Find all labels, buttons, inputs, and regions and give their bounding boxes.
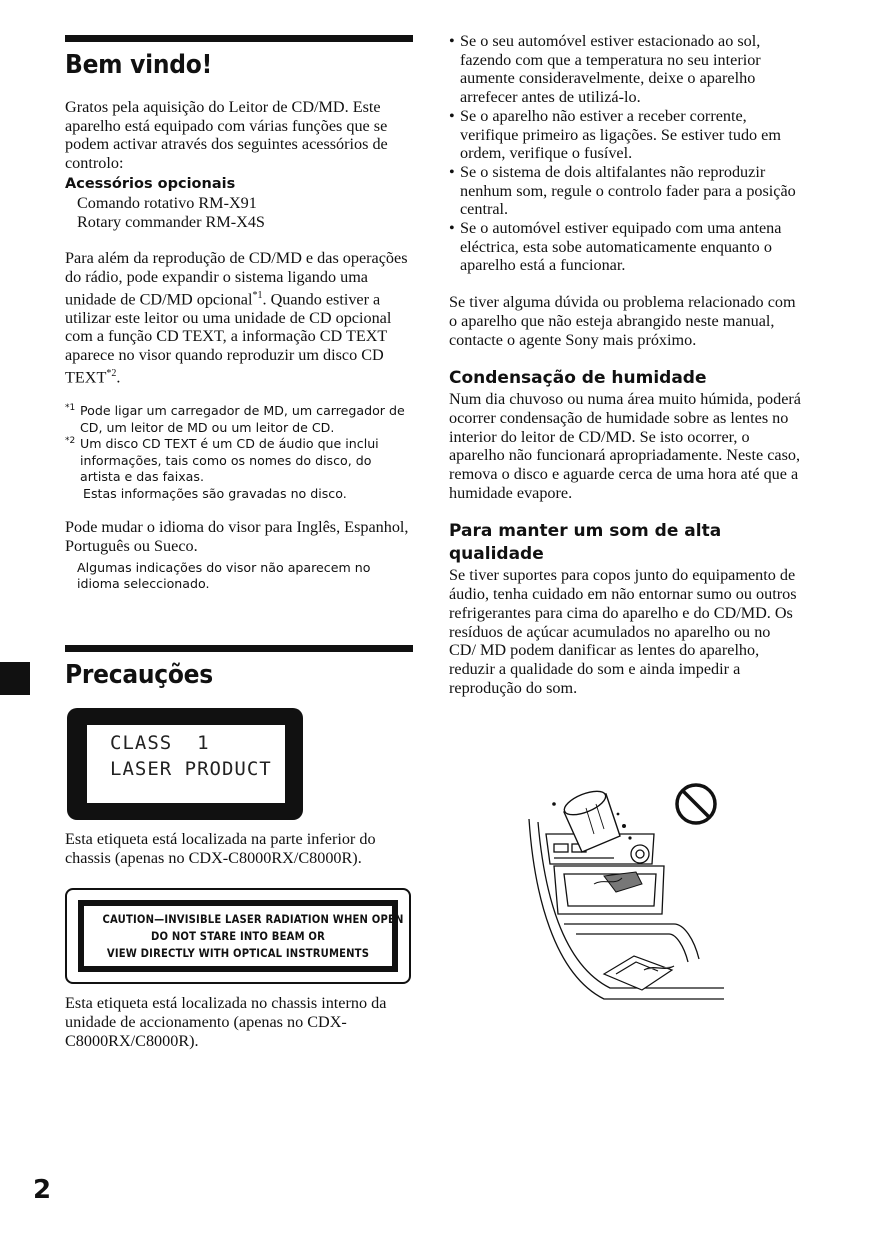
precautions-title: Precauções — [65, 660, 213, 691]
sound-quality-paragraph: Se tiver suportes para copos junto do equipamento de áudio, tenha cuidado em não entornar sumo ou outros refrigerantes para cima do aparelho e do CD/MD. Os resíduos de açúcar acumulados no aparelho ou no CD/ MD podem danificar as lentes do aparelho, reduzir a qualidade do som e ainda impedir a reprodução do som. — [449, 566, 797, 697]
accessories-list — [77, 194, 413, 231]
sound-quality-heading: Para manter um som de alta qualidade — [449, 521, 722, 565]
precautions-bullet-list — [449, 32, 801, 275]
caution-line: VIEW DIRECTLY WITH OPTICAL INSTRUMENTS — [106, 945, 370, 960]
bullet-item: • Se o seu automóvel estiver estacionado ao sol, fazendo com que a temperatura no seu interior aumente consideravelmente, deixe o aparelho arrefecer antes de utilizá-lo. — [449, 32, 801, 107]
condensation-heading: Condensação de humidade — [449, 368, 707, 389]
right-column — [449, 32, 801, 697]
bullet-item: • Se o aparelho não estiver a receber corrente, verifique primeiro as ligações. Se estiver tudo em ordem, verifique o fusível. — [449, 107, 801, 163]
footnote-2-text: Um disco CD TEXT é um CD de áudio que inclui informações, tais como os nomes do disco, do artista e das faixas. — [80, 436, 379, 485]
expand-text: Para além da reprodução de CD/MD e das operações do rádio, pode expandir o sistema ligando uma unidade de CD/MD opcional — [65, 249, 408, 309]
section-rule — [65, 645, 413, 652]
bullet-item: • Se o automóvel estiver equipado com uma antena eléctrica, esta sobe automaticamente enquanto o aparelho está a funcionar. — [449, 219, 801, 275]
left-column — [65, 35, 413, 1051]
caution-label-text: Esta etiqueta está localizada no chassis interno da unidade de accionamento (apenas no CDX-C8000RX/C8000R). — [65, 994, 387, 1050]
language-note: Algumas indicações do visor não aparecem no idioma seleccionado. — [77, 559, 371, 592]
laser-product: LASER PRODUCT — [110, 758, 272, 781]
footnote-1-text: Pode ligar um carregador de MD, um carregador de CD, um leitor de MD ou um leitor de CD. — [80, 402, 405, 435]
footnote-2-cont: Estas informações são gravadas no disco. — [83, 485, 347, 501]
footnote-2-mark: *2 — [65, 436, 76, 447]
footnote-ref-1: *1 — [252, 289, 263, 301]
welcome-title: Bem vindo! — [65, 50, 212, 80]
caution-label-inner — [78, 900, 404, 972]
expand-end: . — [116, 368, 121, 387]
laser-label-inner — [87, 725, 285, 803]
doubt-paragraph: Se tiver alguma dúvida ou problema relacionado com o aparelho que não esteja abrangido neste manual, contacte o agente Sony mais próximo. — [449, 293, 796, 349]
accessory-item: Comando rotativo RM-X91 — [77, 193, 257, 212]
spill-warning-illustration — [524, 774, 724, 1006]
footnotes — [65, 403, 413, 503]
footnote-ref-2: *2 — [106, 367, 117, 379]
section-rule — [65, 35, 413, 42]
section-tab-marker — [0, 662, 30, 695]
accessory-item: Rotary commander RM-X4S — [77, 212, 265, 231]
welcome-intro: Gratos pela aquisição do Leitor de CD/MD. Este aparelho está equipado com várias funções que se podem activar através dos seguintes acessórios de controlo: — [65, 98, 388, 173]
laser-label-text: Esta etiqueta está localizada na parte inferior do chassis (apenas no CDX-C8000RX/C8000R). — [65, 830, 376, 867]
prohibition-icon — [677, 785, 715, 823]
laser-class: CLASS 1 — [110, 732, 210, 755]
footnote-1 — [65, 403, 413, 436]
caution-line: CAUTION—INVISIBLE LASER RADIATION WHEN OPEN — [102, 912, 404, 927]
laser-product-label — [67, 708, 303, 820]
cup-icon — [561, 786, 620, 852]
accessories-heading: Acessórios opcionais — [65, 175, 236, 192]
caution-line: DO NOT STARE INTO BEAM OR — [151, 929, 325, 944]
expand-paragraph — [65, 249, 413, 387]
caution-label — [65, 888, 411, 984]
condensation-paragraph: Num dia chuvoso ou numa área muito húmida, poderá ocorrer condensação de humidade sobre as lentes no interior do leitor de CD/MD. Se isto ocorrer, o aparelho não funcionará apropriadamente. Neste caso, remova o disco e aguarde cerca de uma hora até que a humidade evapore. — [449, 390, 801, 502]
language-paragraph: Pode mudar o idioma do visor para Inglês, Espanhol, Português ou Sueco. — [65, 518, 409, 556]
bullet-item: • Se o sistema de dois altifalantes não reproduzir nenhum som, regule o controlo fader para a posição central. — [449, 163, 801, 219]
cd-disc-icon — [604, 956, 674, 990]
expand-text-2: . Quando estiver a utilizar este leitor ou uma unidade de CD opcional com a função CD TEXT, a informação CD TEXT aparece no visor quando reproduzir um disco CD TEXT — [65, 290, 392, 387]
footnote-1-mark: *1 — [65, 402, 76, 413]
page-number: 2 — [33, 1175, 52, 1205]
footnote-2 — [65, 436, 413, 486]
